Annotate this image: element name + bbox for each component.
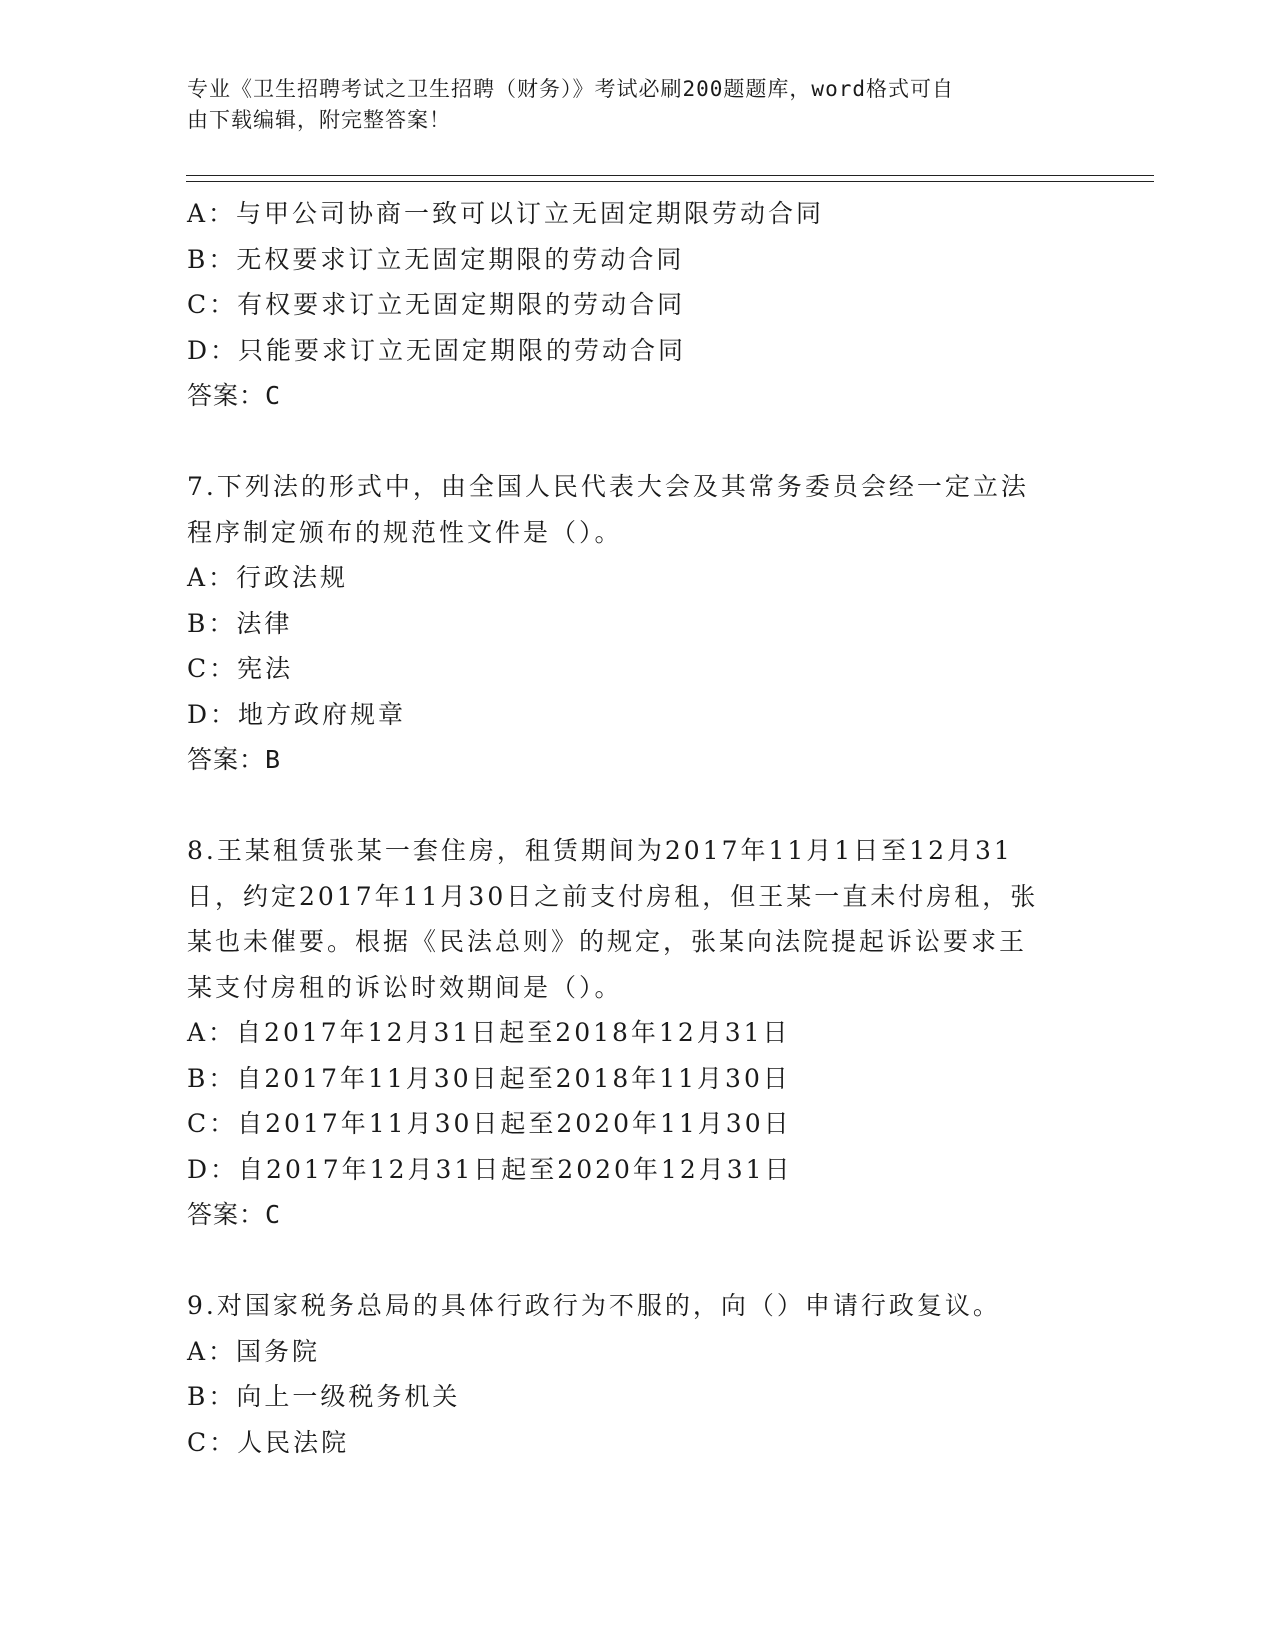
question-8 (187, 828, 1087, 1238)
option-a: A：行政法规 (187, 563, 349, 592)
spacer (187, 1238, 1087, 1284)
option-c: C：宪法 (187, 654, 294, 683)
question-6 (187, 191, 1087, 419)
question-stem-line: 8.王某租赁张某一套住房，租赁期间为2017年11月1日至12月31 (187, 836, 1013, 865)
question-stem-line: 程序制定颁布的规范性文件是（）。 (187, 517, 623, 547)
option-d: D：自2017年12月31日起至2020年12月31日 (187, 1154, 793, 1184)
document-body (187, 191, 1087, 1465)
option-b: B：无权要求订立无固定期限的劳动合同 (187, 244, 685, 274)
answer: 答案：C (187, 1200, 282, 1229)
option-a: A：自2017年12月31日起至2018年12月31日 (187, 1018, 791, 1047)
spacer (187, 419, 1087, 465)
option-c: C：有权要求订立无固定期限的劳动合同 (187, 290, 686, 319)
answer: 答案：B (187, 745, 282, 774)
option-b: B：向上一级税务机关 (187, 1382, 461, 1411)
option-b: B：法律 (187, 608, 293, 638)
question-stem-line: 7.下列法的形式中，由全国人民代表大会及其常务委员会经一定立法 (187, 472, 1029, 501)
header-divider-bottom (186, 181, 1154, 182)
answer: 答案：C (187, 381, 282, 410)
option-c: C：自2017年11月30日起至2020年11月30日 (187, 1109, 792, 1138)
option-d: D：地方政府规章 (187, 699, 407, 729)
question-stem-line: 某也未催要。根据《民法总则》的规定，张某向法院提起诉讼要求王 (187, 927, 1028, 956)
question-stem-line: 9.对国家税务总局的具体行政行为不服的，向（）申请行政复议。 (187, 1291, 1001, 1320)
question-stem-line: 某支付房租的诉讼时效期间是（）。 (187, 972, 623, 1002)
question-stem-line: 日，约定2017年11月30日之前支付房租，但王某一直未付房租，张 (187, 881, 1039, 911)
header-line-2: 由下载编辑，附完整答案！ (187, 108, 451, 132)
option-a: A：与甲公司协商一致可以订立无固定期限劳动合同 (187, 199, 825, 228)
option-c: C：人民法院 (187, 1427, 350, 1457)
question-7 (187, 464, 1087, 783)
header-divider-top (186, 175, 1154, 176)
option-b: B：自2017年11月30日起至2018年11月30日 (187, 1063, 791, 1093)
question-9 (187, 1283, 1087, 1465)
option-d: D：只能要求订立无固定期限的劳动合同 (187, 335, 687, 365)
header-line-1: 专业《卫生招聘考试之卫生招聘（财务）》考试必刷200题题库，word格式可自 (187, 77, 954, 101)
document-header (187, 74, 1087, 136)
option-a: A：国务院 (187, 1336, 321, 1366)
spacer (187, 783, 1087, 829)
